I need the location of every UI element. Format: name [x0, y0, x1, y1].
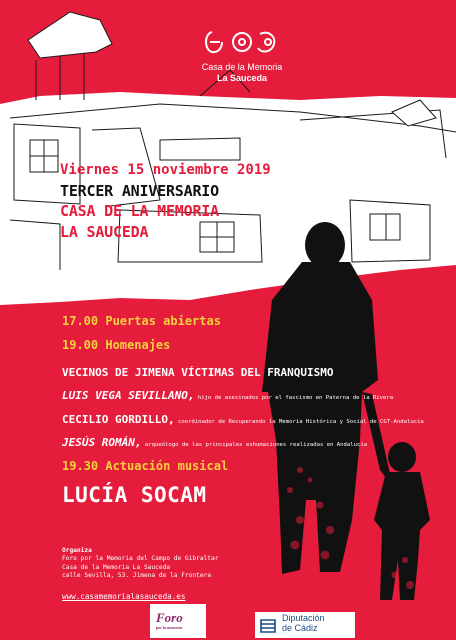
homenaje-luis-vega [62, 384, 393, 403]
homenaje-jesus-roman [62, 431, 367, 450]
homenaje-cecilio-gordillo-detail: coordinador de Recuperando la Memoria Histórica y Social de CGT-Andalucía [174, 419, 424, 425]
homenaje-luis-vega-name: LUIS VEGA SEVILLANO, [62, 389, 195, 402]
diputacion-line-2: de Cádiz [282, 623, 318, 633]
foro-logo-word [156, 610, 183, 630]
organizers-block [62, 547, 218, 581]
diputacion-line-1: Diputación [282, 613, 325, 623]
homenaje-jesus-roman-name: JESÚS ROMÁN, [62, 436, 142, 449]
brand-subtitle: La Sauceda [216, 73, 268, 83]
event-date: Viernes 15 noviembre 2019 [60, 162, 271, 178]
organizers-label: Organiza [62, 547, 92, 554]
performer-name: LUCÍA SOCAM [62, 483, 207, 507]
homenaje-cecilio-gordillo-name: CECILIO GORDILLO, [62, 413, 175, 426]
homenaje-vecinos-name: VECINOS DE JIMENA VÍCTIMAS DEL FRANQUISMO [62, 366, 334, 379]
homenaje-luis-vega-detail: hijo de asesinados por el fascismo en Paterna de la Rivera [194, 395, 394, 401]
organizers-line-3: calle Sevilla, 53. Jimena de la Frontera [62, 572, 212, 580]
program-actuacion-musical: 19.30 Actuación musical [62, 459, 229, 473]
website-link[interactable]: www.casamemorialasauceda.es [62, 592, 186, 601]
brand-logo [174, 26, 310, 84]
program-homenajes: 19.00 Homenajes [62, 338, 171, 352]
cam-eye-logo-icon [202, 26, 282, 56]
heading-aniversario: TERCER ANIVERSARIO [60, 182, 219, 200]
heading-casa-memoria: CASA DE LA MEMORIA [60, 202, 219, 220]
diputacion-logo-text [282, 613, 325, 633]
homenaje-vecinos [62, 361, 334, 380]
brand-title: Casa de la Memoria [201, 62, 283, 72]
organizers-line-2: Casa de la Memoria La Sauceda [62, 563, 171, 571]
foro-logo-text: Foro [156, 610, 183, 625]
heading-la-sauceda: LA SAUCEDA [60, 223, 149, 241]
program-puertas-abiertas: 17.00 Puertas abiertas [62, 314, 221, 328]
homenaje-cecilio-gordillo [62, 408, 424, 427]
foro-logo-tagline: por la memoria [156, 625, 183, 630]
organizers-line-1: Foro por la Memoria del Campo de Gibraltar [62, 555, 219, 563]
homenaje-jesus-roman-detail: arqueólogo de las principales exhumaciones realizadas en Andalucía [141, 442, 368, 448]
